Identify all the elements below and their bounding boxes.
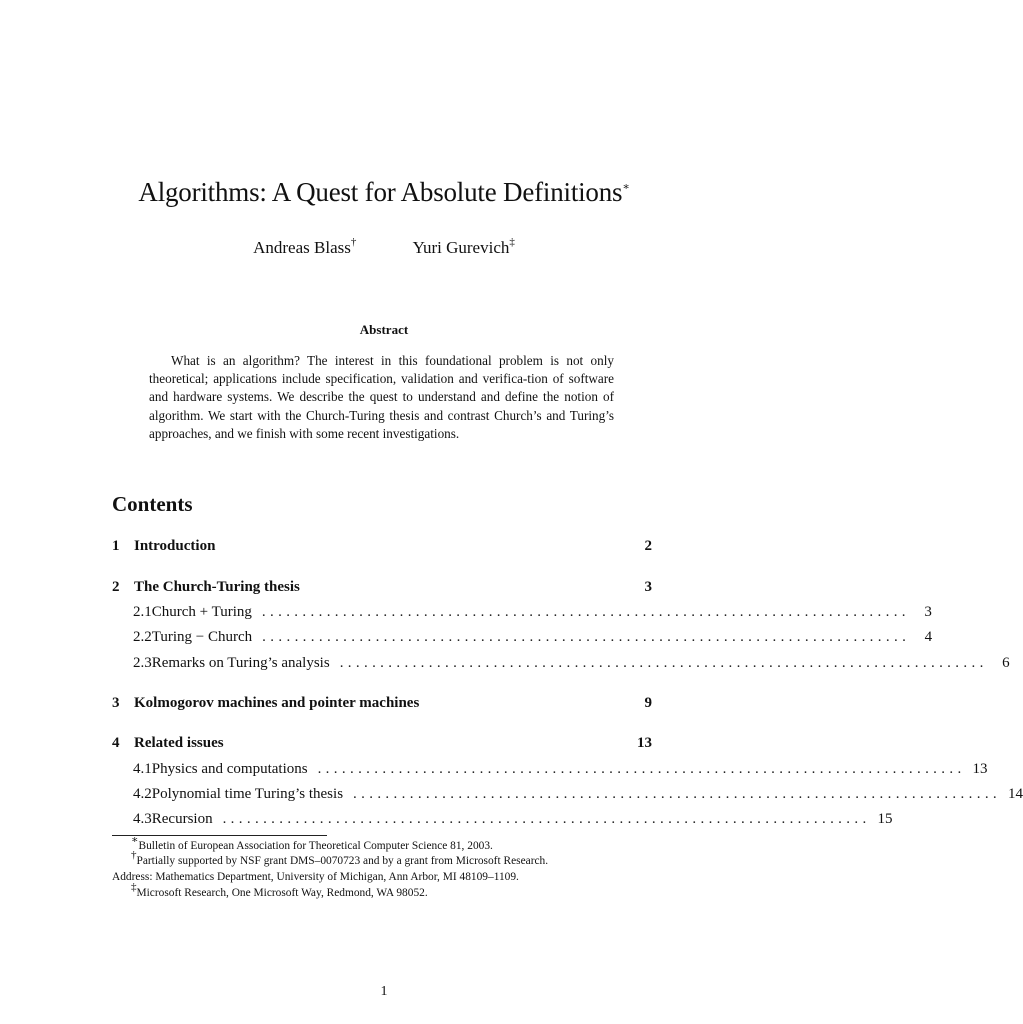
toc-number: 4.2 bbox=[133, 786, 152, 802]
toc-page: 13 bbox=[972, 761, 988, 777]
toc-page: 2 bbox=[644, 538, 652, 554]
author-footnote-mark: † bbox=[350, 236, 357, 249]
toc-label: Polynomial time Turing’s thesis bbox=[151, 786, 344, 802]
footnote-1 bbox=[112, 834, 657, 854]
toc-page: 9 bbox=[644, 695, 652, 711]
toc-page: 4 bbox=[924, 629, 933, 645]
toc-entry-4-1[interactable] bbox=[112, 758, 988, 780]
contents-heading: Contents bbox=[112, 492, 193, 516]
toc-page: 13 bbox=[637, 735, 652, 751]
toc-leader-dots: . . . . . . . . . . . . . . . . . . . . . . . . . . . . . . . . . . . . . . . . . . . . . . . . . . . . . . . . . . . . . . . . . . . . . . . . . . . . . . . . bbox=[261, 604, 906, 620]
toc-number: 4 bbox=[112, 735, 120, 751]
toc-entry-1[interactable] bbox=[112, 535, 652, 557]
footnote-mark: † bbox=[131, 849, 137, 862]
footnote-text: Bulletin of European Association for Theoretical Computer Science 81, 2003. bbox=[138, 840, 493, 852]
footnote-3 bbox=[112, 881, 657, 901]
toc-entry-2-3[interactable] bbox=[112, 652, 1010, 674]
toc-leader-dots: . . . . . . . . . . . . . . . . . . . . . . . . . . . . . . . . . . . . . . . . . . . . . . . . . . . . . . . . . . . . . . . . . . . . . . . . . . . . . . . . bbox=[222, 811, 867, 827]
toc-entry-2-2[interactable] bbox=[112, 626, 933, 648]
author-list bbox=[0, 236, 768, 260]
toc-page: 14 bbox=[1007, 786, 1023, 802]
toc-entry-4-2[interactable] bbox=[112, 783, 1023, 805]
toc-number: 4.3 bbox=[133, 811, 152, 827]
toc-number: 1 bbox=[112, 538, 120, 554]
toc-page: 6 bbox=[1002, 655, 1010, 671]
toc-entry-2[interactable] bbox=[112, 576, 652, 598]
abstract-text: What is an algorithm? The interest in this foundational problem is not only theoretical; applications include specification, validation and verifica-tion of software and hardware systems. We describe the quest to understand and define the notion of algorithm. We start with the Church-Turing thesis and contrast Church’s and Turing’s approaches, and we finish with some recent investigations. bbox=[149, 353, 614, 441]
author-name: Yuri Gurevich bbox=[412, 238, 510, 257]
footnote-text: Address: Mathematics Department, University of Michigan, Ann Arbor, MI 48109–1109. bbox=[112, 871, 519, 883]
footnote-mark: ∗ bbox=[131, 834, 139, 847]
footnote-2-continued bbox=[112, 869, 657, 885]
toc-label: Recursion bbox=[151, 811, 213, 827]
toc-page: 15 bbox=[877, 811, 893, 827]
footnote-mark: ‡ bbox=[131, 881, 137, 894]
title-text: Algorithms: A Quest for Absolute Definitions bbox=[138, 177, 623, 207]
toc-page: 3 bbox=[644, 579, 652, 595]
toc-label: Related issues bbox=[134, 735, 224, 751]
title-footnote-mark: ∗ bbox=[622, 181, 630, 193]
toc-leader-dots: . . . . . . . . . . . . . . . . . . . . . . . . . . . . . . . . . . . . . . . . . . . . . . . . . . . . . . . . . . . . . . . . . . . . . . . . . . . . . . . . bbox=[317, 761, 962, 777]
toc-number: 2.1 bbox=[133, 604, 152, 620]
abstract-heading: Abstract bbox=[359, 322, 409, 337]
toc-number: 2.2 bbox=[133, 629, 152, 645]
toc-label: Turing − Church bbox=[151, 629, 253, 645]
paper-title bbox=[0, 172, 768, 212]
footnote-2 bbox=[112, 849, 657, 869]
page-number: 1 bbox=[380, 984, 388, 999]
author-blass bbox=[253, 236, 356, 260]
toc-leader-dots: . . . . . . . . . . . . . . . . . . . . . . . . . . . . . . . . . . . . . . . . . . . . . . . . . . . . . . . . . . . . . . . . . . . . . . . . . . . . . . . . bbox=[353, 786, 997, 802]
toc-number: 4.1 bbox=[133, 761, 152, 777]
toc-label: Introduction bbox=[134, 538, 216, 554]
footnote-rule bbox=[112, 835, 327, 836]
toc-entry-4-3[interactable] bbox=[112, 808, 893, 830]
toc-entry-3[interactable] bbox=[112, 692, 652, 714]
toc-number: 2 bbox=[112, 579, 120, 595]
toc-label: Church + Turing bbox=[151, 604, 252, 620]
toc-number: 2.3 bbox=[133, 655, 152, 671]
toc-label: Physics and computations bbox=[151, 761, 308, 777]
author-name: Andreas Blass bbox=[253, 238, 351, 257]
toc-leader-dots: . . . . . . . . . . . . . . . . . . . . . . . . . . . . . . . . . . . . . . . . . . . . . . . . . . . . . . . . . . . . . . . . . . . . . . . . . . . . . . . . bbox=[262, 629, 907, 645]
toc-entry-2-1[interactable] bbox=[112, 601, 932, 623]
footnote-text: Partially supported by NSF grant DMS–0070723 and by a grant from Microsoft Research. bbox=[136, 855, 549, 867]
footnote-text: Microsoft Research, One Microsoft Way, Redmond, WA 98052. bbox=[136, 887, 428, 899]
author-gurevich bbox=[413, 236, 515, 260]
toc-label: Kolmogorov machines and pointer machines bbox=[134, 695, 420, 711]
toc-number: 3 bbox=[112, 695, 120, 711]
toc-label: Remarks on Turing’s analysis bbox=[151, 655, 330, 671]
toc-leader-dots: . . . . . . . . . . . . . . . . . . . . . . . . . . . . . . . . . . . . . . . . . . . . . . . . . . . . . . . . . . . . . . . . . . . . . . . . . . . . . . . . bbox=[339, 655, 984, 671]
toc-entry-4[interactable] bbox=[112, 732, 652, 754]
toc-label: The Church-Turing thesis bbox=[134, 579, 300, 595]
toc-page: 3 bbox=[924, 604, 932, 620]
author-footnote-mark: ‡ bbox=[509, 236, 515, 249]
